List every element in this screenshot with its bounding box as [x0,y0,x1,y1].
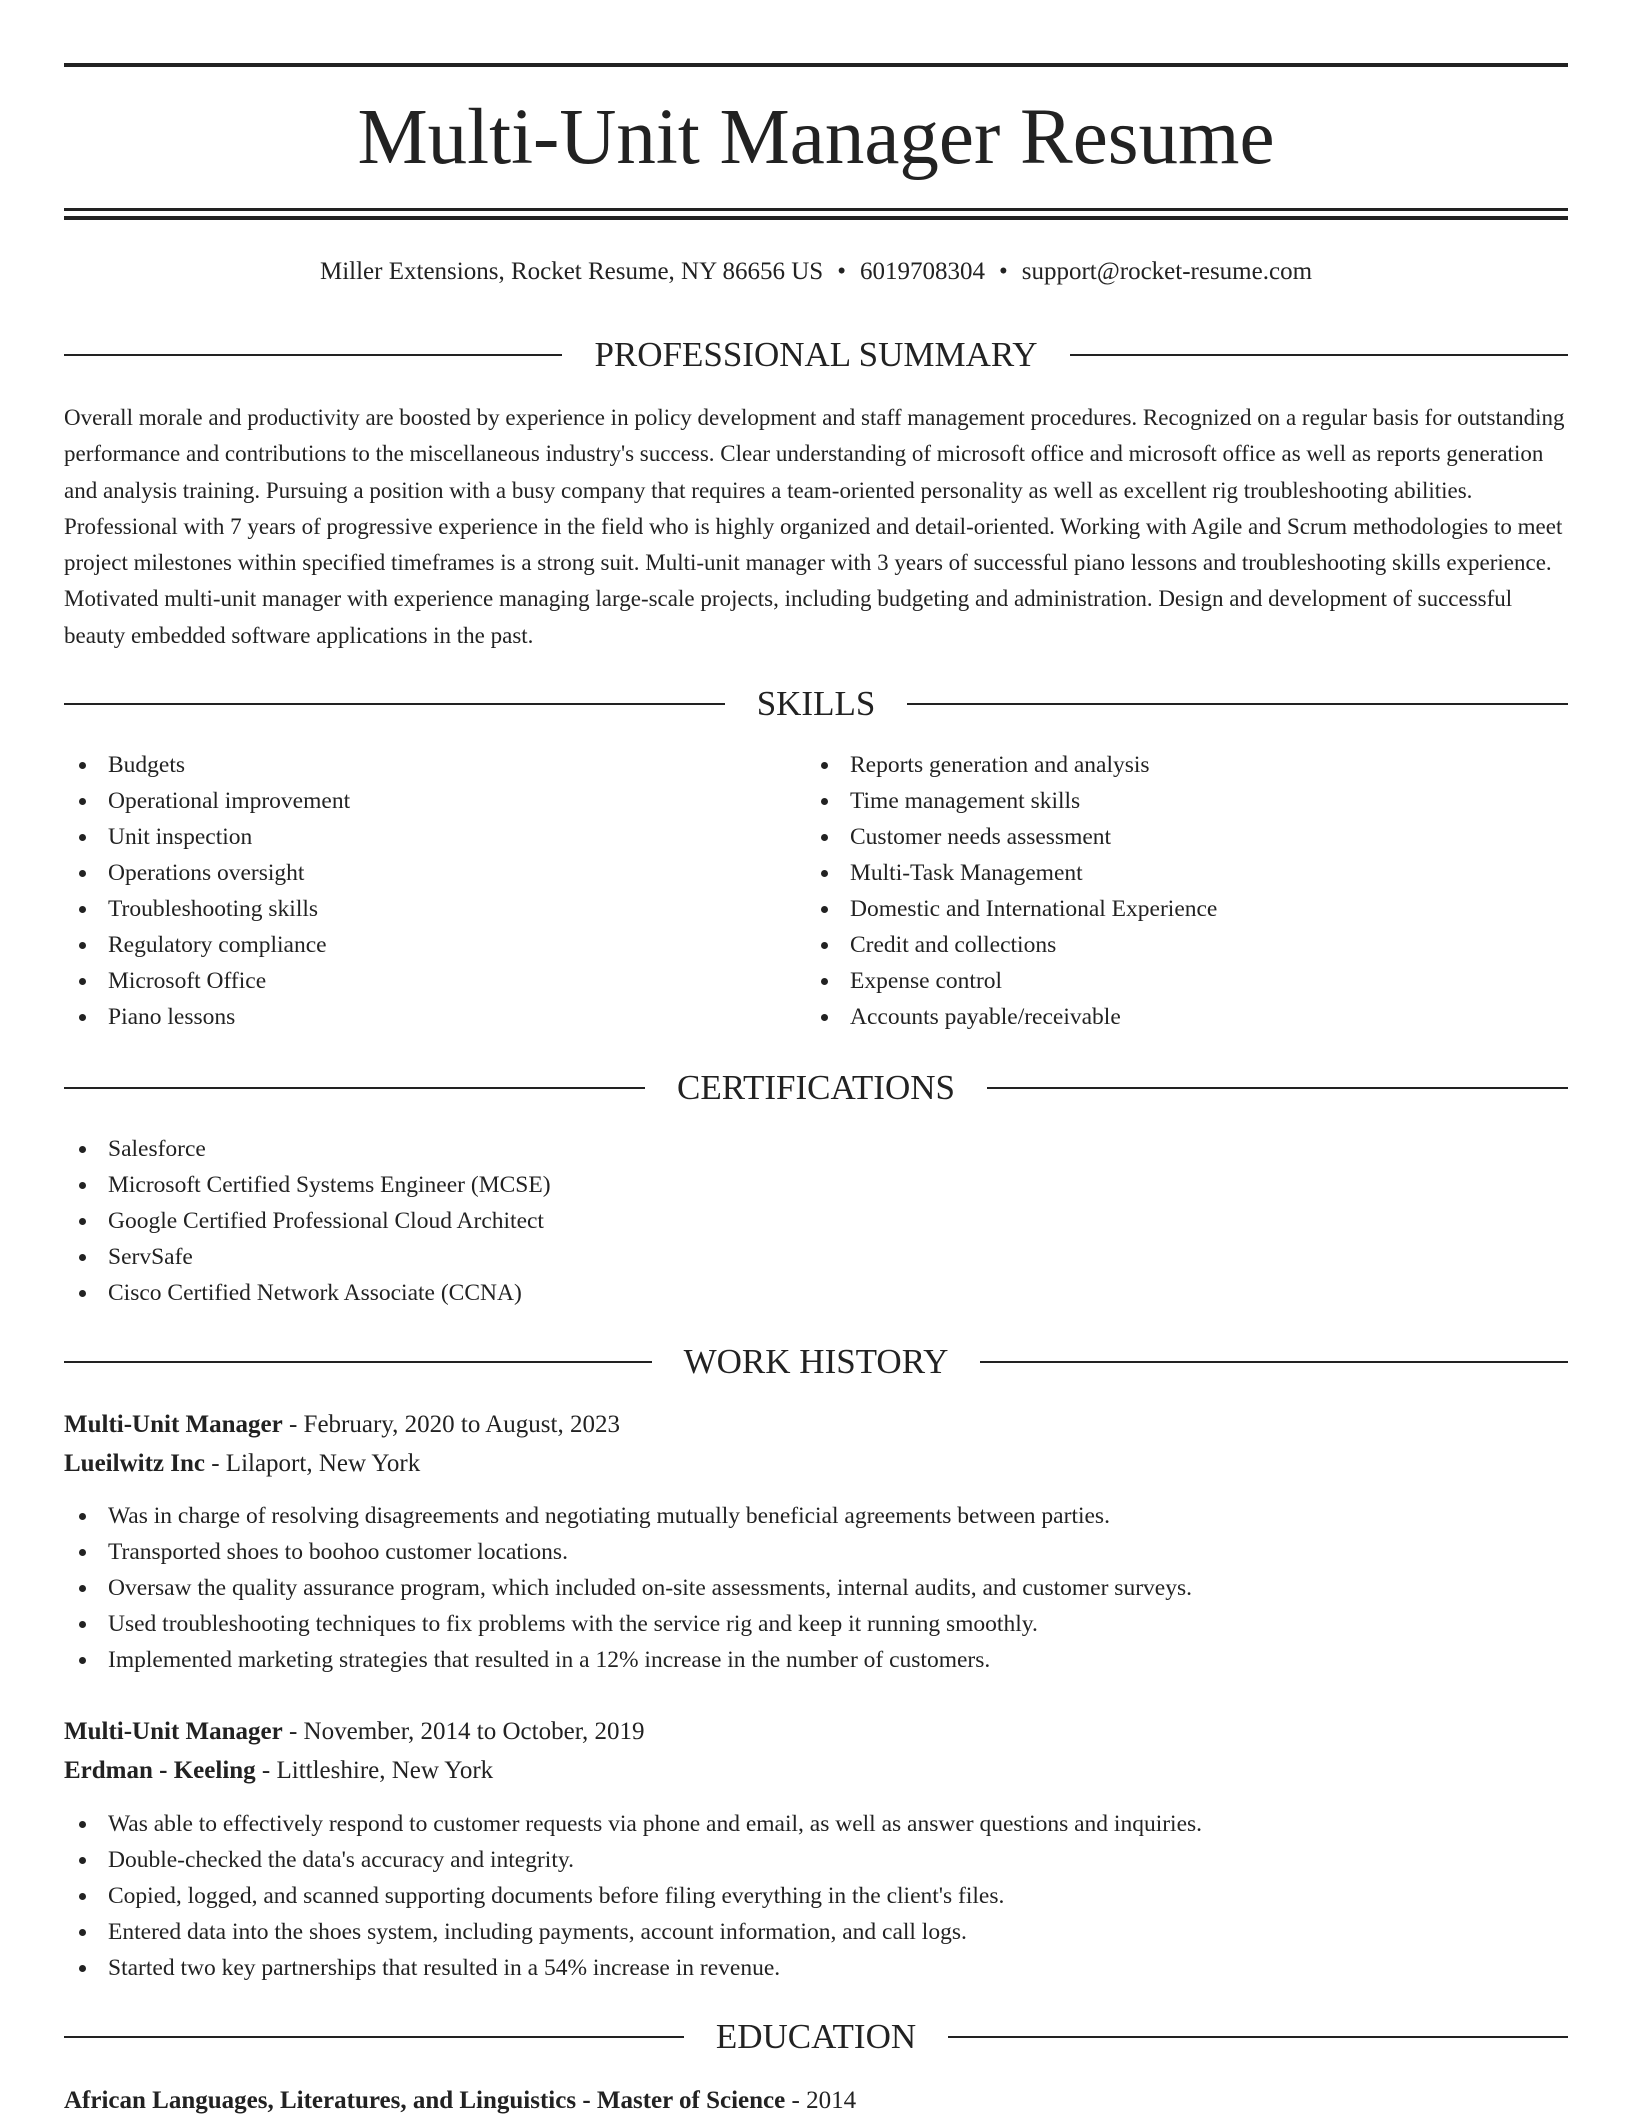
job-duty-item: Double-checked the data's accuracy and integrity. [64,1842,1568,1878]
job-company-line [64,1444,1568,1484]
contact-phone: 6019708304 [859,258,985,285]
section-title: SKILLS [756,684,876,723]
skill-item: Regulatory compliance [64,927,804,963]
job-duty-item: Copied, logged, and scanned supporting documents before filing everything in the client's files. [64,1878,1568,1914]
skill-item: Budgets [64,747,804,783]
heading-rule-left [64,354,562,356]
summary-section-heading [64,331,1568,379]
heading-rule-left [64,2036,684,2038]
job-duties-list [64,1498,1568,1678]
heading-rule-left [64,703,725,705]
skill-item: Operational improvement [64,783,804,819]
education-section-heading [64,2013,1568,2061]
skill-item: Accounts payable/receivable [806,999,1566,1035]
section-title: EDUCATION [715,2017,917,2056]
job-title: Multi-Unit Manager [64,1411,283,1438]
skill-item: Customer needs assessment [806,819,1566,855]
job-duty-item: Was in charge of resolving disagreements and negotiating mutually beneficial agreements between parties. [64,1498,1568,1534]
job-duty-item: Entered data into the shoes system, including payments, account information, and call logs. [64,1914,1568,1950]
education-degree-line [64,2081,1568,2121]
heading-rule-right [980,1361,1568,1363]
skill-item: Time management skills [806,783,1566,819]
skill-item: Microsoft Office [64,963,804,999]
job-company: Lueilwitz Inc [64,1450,205,1477]
header-top-rule [64,63,1568,67]
education-degree: African Languages, Literatures, and Linguistics - Master of Science [64,2087,786,2114]
heading-rule-left [64,1087,645,1089]
section-title: CERTIFICATIONS [677,1068,955,1107]
job-duty-item: Transported shoes to boohoo customer locations. [64,1534,1568,1570]
skill-item: Domestic and International Experience [806,891,1566,927]
heading-rule-left [64,1361,652,1363]
job-duty-item: Was able to effectively respond to customer requests via phone and email, as well as answer questions and inquiries. [64,1806,1568,1842]
contact-email: support@rocket-resume.com [1021,258,1313,285]
skills-list-left [64,747,804,1035]
skills-list-right [806,747,1566,1035]
job-title-line [64,1405,1568,1445]
job-duty-item: Started two key partnerships that resulted in a 54% increase in revenue. [64,1950,1568,1986]
job-dates: - February, 2020 to August, 2023 [288,1411,620,1438]
section-title: PROFESSIONAL SUMMARY [594,335,1038,374]
heading-rule-right [948,2036,1568,2038]
job-duty-item: Used troubleshooting techniques to fix problems with the service rig and keep it running smoothly. [64,1606,1568,1642]
certification-item: Google Certified Professional Cloud Architect [64,1203,1568,1239]
contact-address: Miller Extensions, Rocket Resume, NY 86656 US [319,258,824,285]
certification-item: Microsoft Certified Systems Engineer (MCSE) [64,1167,1568,1203]
skill-item: Piano lessons [64,999,804,1035]
job-duty-item: Implemented marketing strategies that resulted in a 12% increase in the number of customers. [64,1642,1568,1678]
job-company-line [64,1751,1568,1791]
skill-item: Expense control [806,963,1566,999]
heading-rule-right [907,703,1568,705]
skill-item: Unit inspection [64,819,804,855]
certification-item: ServSafe [64,1239,1568,1275]
job-company: Erdman - Keeling [64,1757,256,1784]
skill-item: Multi-Task Management [806,855,1566,891]
certification-item: Salesforce [64,1131,1568,1167]
job-duties-list [64,1806,1568,1986]
summary-text: Overall morale and productivity are boosted by experience in policy development and staff management procedures. Recognized on a regular basis for outstanding performance and contributions to the miscellaneous industry's success. Clear understanding of microsoft office and microsoft office as well as reports generation and analysis training. Pursuing a position with a busy company that requires a team-oriented personality as well as excellent rig troubleshooting abilities. Professional with 7 years of progressive experience in the field who is highly organized and detail-oriented. Working with Agile and Scrum methodologies to meet project milestones within specified timeframes is a strong suit. Multi-unit manager with 3 years of successful piano lessons and troubleshooting skills experience. Motivated multi-unit manager with experience managing large-scale projects, including budgeting and administration. Design and development of successful beauty embedded software applications in the past. [64,405,1565,648]
job-location: - Lilaport, New York [211,1450,421,1477]
certification-item: Cisco Certified Network Associate (CCNA) [64,1275,1568,1311]
skills-section-heading [64,680,1568,728]
contact-line [64,252,1568,292]
skill-item: Troubleshooting skills [64,891,804,927]
contact-separator: • [837,258,846,285]
section-title: WORK HISTORY [683,1342,949,1381]
heading-rule-right [987,1087,1568,1089]
job-location: - Littleshire, New York [261,1757,494,1784]
contact-separator: • [998,258,1008,285]
work-history-section-heading [64,1338,1568,1386]
skill-item: Credit and collections [806,927,1566,963]
skill-item: Reports generation and analysis [806,747,1566,783]
header-rule-lower [64,216,1568,220]
header-rule-upper [64,208,1568,211]
skill-item: Operations oversight [64,855,804,891]
job-title-line [64,1712,1568,1752]
certifications-list [64,1131,1568,1311]
job-duty-item: Oversaw the quality assurance program, which included on-site assessments, internal audits, and customer surveys. [64,1570,1568,1606]
certifications-section-heading [64,1064,1568,1112]
job-title: Multi-Unit Manager [64,1718,283,1745]
resume-title: Multi-Unit Manager Resume [357,94,1275,181]
heading-rule-right [1070,354,1568,356]
job-dates: - November, 2014 to October, 2019 [288,1718,645,1745]
education-year: - 2014 [791,2087,857,2114]
